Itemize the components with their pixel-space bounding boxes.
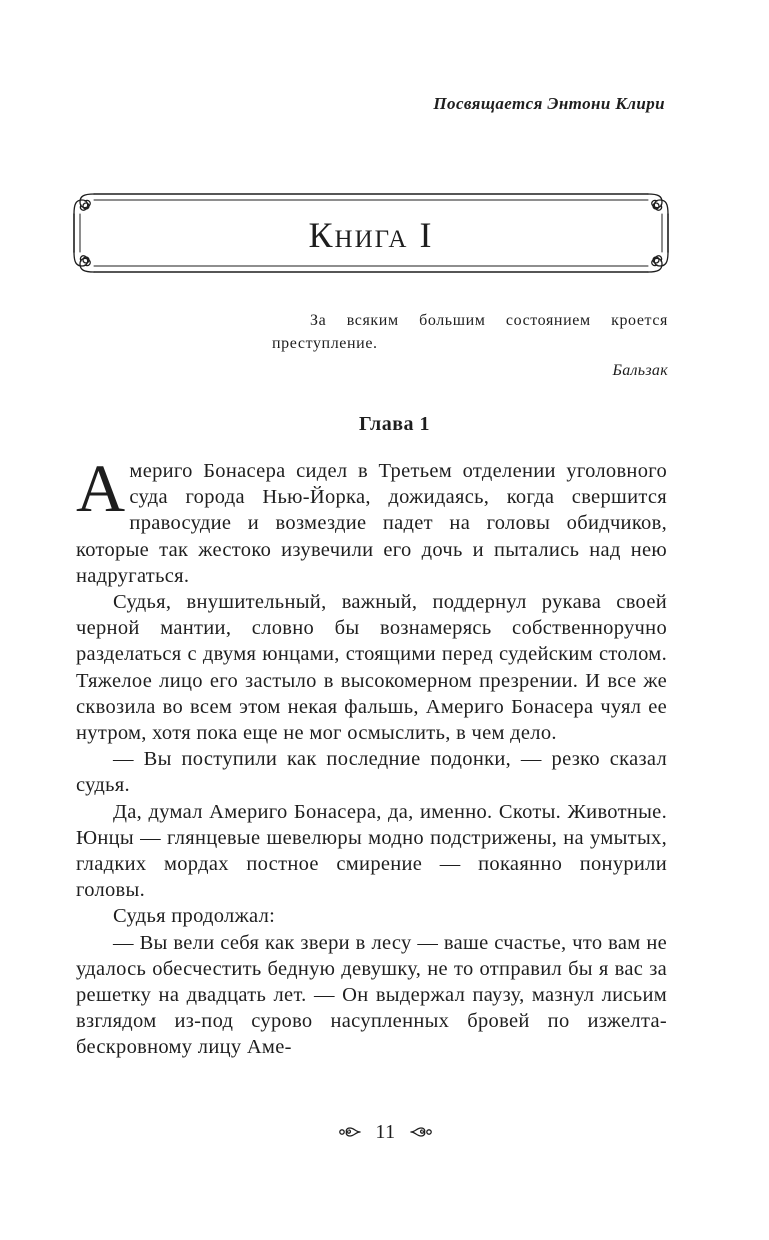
- chapter-title: Глава 1: [359, 413, 430, 435]
- body-text: [76, 450, 667, 1061]
- epigraph-text: За всяким большим состоянием кроется преступление.: [272, 312, 668, 352]
- dedication: Посвящается Энтони Клири: [433, 94, 665, 113]
- drop-cap: А: [76, 450, 126, 526]
- paragraph: Судья продолжал:: [113, 905, 276, 928]
- left-ornament-icon: [338, 1125, 362, 1139]
- paragraph: Да, думал Америго Бонасера, да, именно. Скоты. Животные. Юнцы — глянцевые шевелюры модно подстрижены, на умытых, гладких мордах постное смирение — покаянно понурили головы.: [76, 800, 667, 902]
- paragraph-text: мериго Бонасера сидел в Третьем отделении уголовного суда города Нью-Йорка, дожидаясь, когда свершится правосудие и возмездие падет на головы обидчиков, которые так жестоко изувечили его дочь и пытались над нею надругаться.: [76, 460, 667, 587]
- epigraph: [272, 309, 668, 382]
- paragraph: [76, 450, 667, 589]
- book-title: Книга I: [308, 215, 434, 255]
- book-title-frame: [70, 190, 672, 276]
- paragraph: — Вы поступили как последние подонки, — резко сказал судья.: [76, 748, 667, 797]
- right-ornament-icon: [409, 1125, 433, 1139]
- page-footer: [0, 1120, 769, 1144]
- epigraph-author: Бальзак: [612, 362, 668, 379]
- page-number: 11: [375, 1120, 396, 1143]
- paragraph: Судья, внушительный, важный, поддернул рукава своей черной мантии, словно бы вознамерясь собственноручно разделаться с двумя юнцами, стоящими перед судейским столом. Тяжелое лицо его застыло в высокомерном презрении. И все же сквозила во всем этом некая фальшь, Америго Бонасера чуял ее нутром, хотя пока еще не мог осмыслить, в чем дело.: [76, 591, 667, 745]
- paragraph: — Вы вели себя как звери в лесу — ваше счастье, что вам не удалось обесчестить бедную девушку, не то отправил бы я вас за решетку на двадцать лет. — Он выдержал паузу, мазнул лисьим взглядом из-под сурово насупленных бровей по изжелта-бескровному лицу Аме-: [76, 931, 667, 1059]
